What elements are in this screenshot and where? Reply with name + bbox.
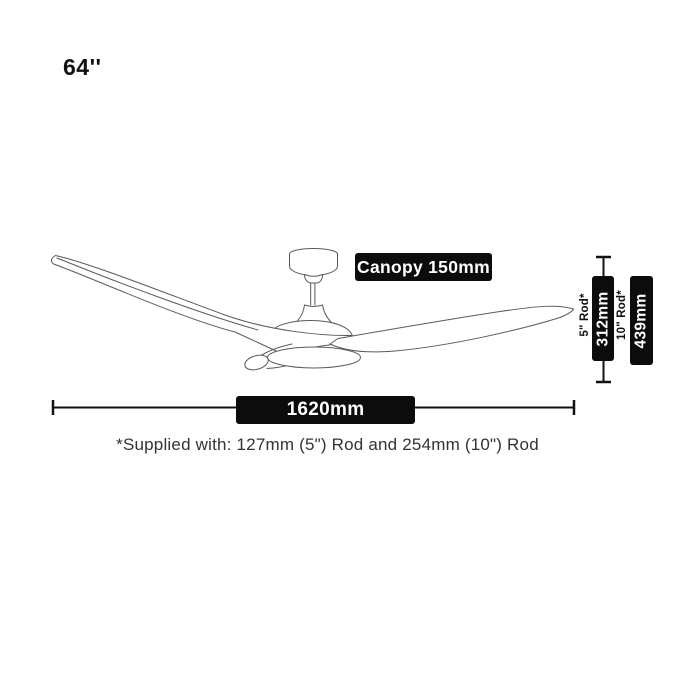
- rod10-note: 10" Rod*: [616, 290, 628, 340]
- height-312-text: 312mm: [594, 291, 611, 346]
- height-439-badge: [630, 276, 653, 365]
- canopy-body: [290, 254, 338, 276]
- width-dimension-badge: 1620mm: [236, 396, 415, 424]
- downrod: [311, 283, 315, 305]
- light-cover: [268, 347, 361, 368]
- height-439-text: 439mm: [632, 293, 650, 348]
- blade-right: [330, 306, 574, 352]
- blade-front-tip: [243, 353, 270, 373]
- height-312-badge: [592, 276, 614, 361]
- fan-size-label: 64'': [63, 54, 102, 80]
- canopy-dimension-badge: Canopy 150mm: [355, 253, 492, 281]
- rod5-note: 5" Rod*: [579, 293, 591, 337]
- supplied-rods-footnote: *Supplied with: 127mm (5") Rod and 254mm (10") Rod: [116, 435, 539, 454]
